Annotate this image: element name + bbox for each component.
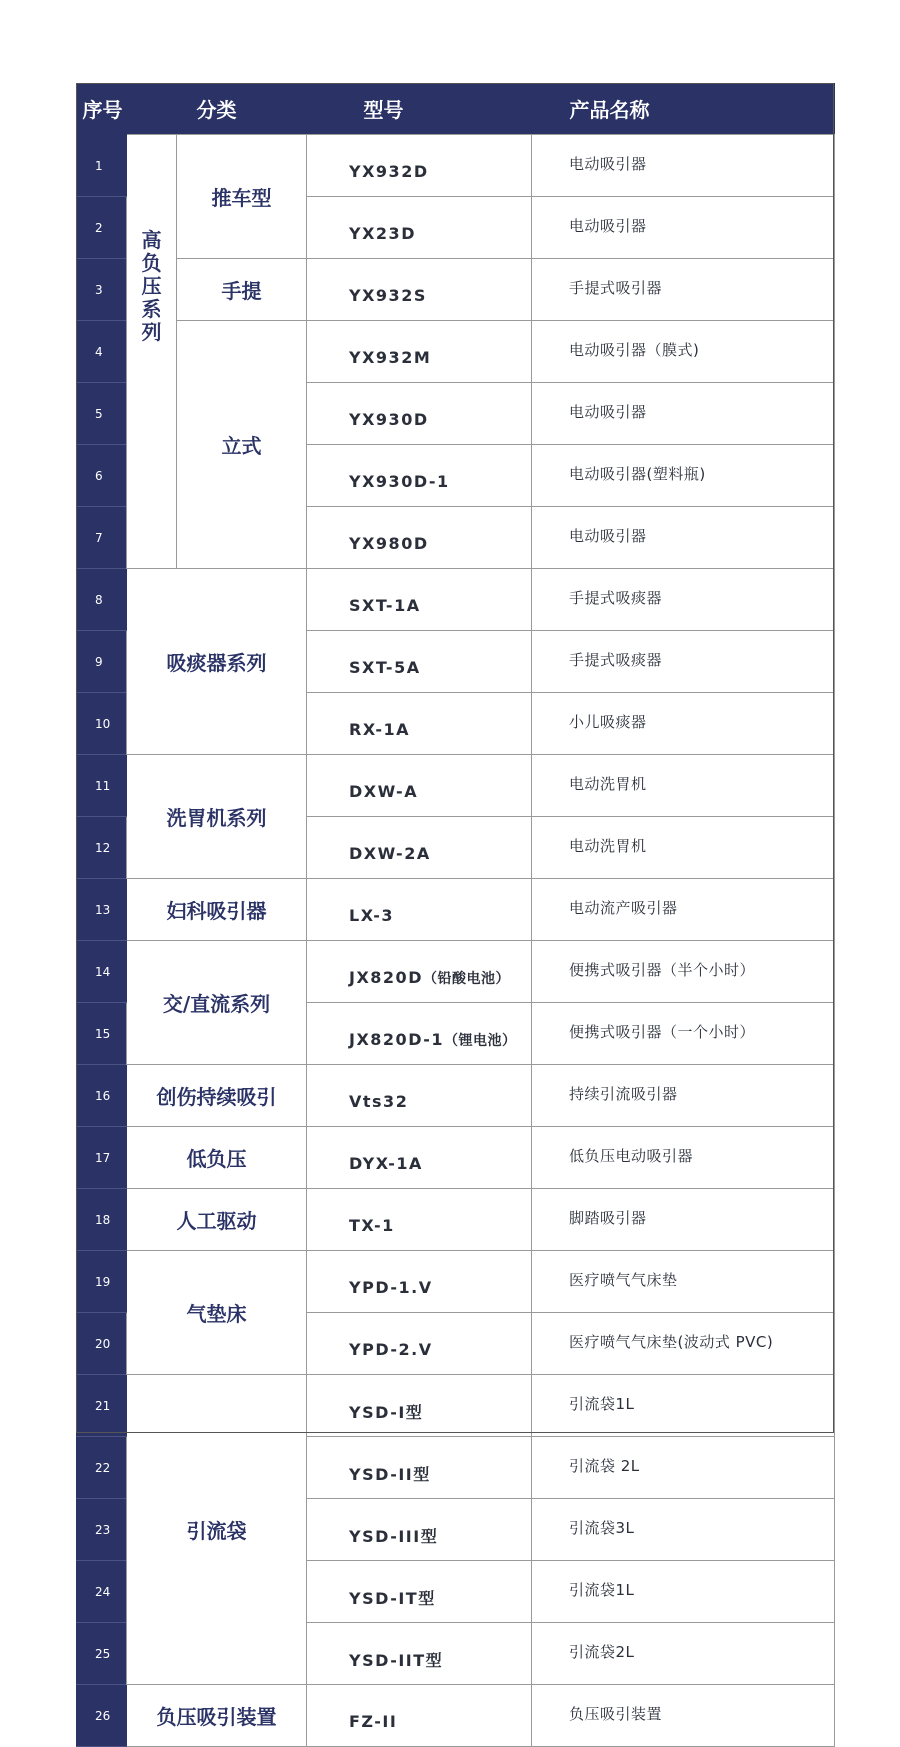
series-char: 列 xyxy=(141,320,162,344)
product-name-cell: 引流袋1L xyxy=(532,1375,835,1437)
row-num: 20 xyxy=(77,1313,127,1375)
model-cell xyxy=(307,941,532,1003)
model-cell: SXT-5A xyxy=(307,631,532,693)
category-cell: 气垫床 xyxy=(127,1251,307,1375)
model-cell: YPD-1.V xyxy=(307,1251,532,1313)
table-row xyxy=(77,135,835,197)
category-cell: 负压吸引装置 xyxy=(127,1685,307,1747)
series-label xyxy=(127,135,177,569)
model-cell: YX23D xyxy=(307,197,532,259)
model-cell: YSD-II型 xyxy=(307,1437,532,1499)
row-num: 25 xyxy=(77,1623,127,1685)
row-num: 8 xyxy=(77,569,127,631)
product-name-cell: 小儿吸痰器 xyxy=(532,693,835,755)
table-row xyxy=(77,321,835,383)
category-cell: 洗胃机系列 xyxy=(127,755,307,879)
model-cell: YX930D-1 xyxy=(307,445,532,507)
product-name-cell: 电动吸引器 xyxy=(532,507,835,569)
model-cell: YSD-I型 xyxy=(307,1375,532,1437)
product-name-cell: 低负压电动吸引器 xyxy=(532,1127,835,1189)
category-cell: 低负压 xyxy=(127,1127,307,1189)
category-cell: 妇科吸引器 xyxy=(127,879,307,941)
category-cell: 人工驱动 xyxy=(127,1189,307,1251)
product-name-cell: 便携式吸引器（一个小时） xyxy=(532,1003,835,1065)
row-num: 19 xyxy=(77,1251,127,1313)
model-cell: FZ-II xyxy=(307,1685,532,1747)
table-row xyxy=(77,259,835,321)
row-num: 4 xyxy=(77,321,127,383)
model-cell: YPD-2.V xyxy=(307,1313,532,1375)
table-row xyxy=(77,879,835,941)
row-num: 5 xyxy=(77,383,127,445)
series-char: 负 xyxy=(141,251,162,275)
product-name-cell: 手提式吸痰器 xyxy=(532,569,835,631)
model-cell: YX932M xyxy=(307,321,532,383)
product-table-container xyxy=(76,83,834,1731)
product-name-cell: 医疗喷气气床垫(波动式 PVC) xyxy=(532,1313,835,1375)
category-cell: 交/直流系列 xyxy=(127,941,307,1065)
series-char: 系 xyxy=(141,297,162,321)
model-cell: YX980D xyxy=(307,507,532,569)
product-name-cell: 电动吸引器(塑料瓶) xyxy=(532,445,835,507)
product-name-cell: 引流袋1L xyxy=(532,1561,835,1623)
model-cell: YX930D xyxy=(307,383,532,445)
model-cell xyxy=(307,1003,532,1065)
product-name-cell: 持续引流吸引器 xyxy=(532,1065,835,1127)
model-note: （铅酸电池） xyxy=(422,970,510,987)
model-note: （锂电池） xyxy=(444,1032,517,1049)
series-char: 高 xyxy=(141,228,162,252)
row-num: 2 xyxy=(77,197,127,259)
header-category: 分类 xyxy=(127,83,307,135)
model-code: JX820D-1 xyxy=(349,1029,445,1049)
model-cell: Vts32 xyxy=(307,1065,532,1127)
category-cell: 推车型 xyxy=(177,135,307,259)
header-model: 型号 xyxy=(307,83,532,135)
table-row xyxy=(77,1189,835,1251)
table-row xyxy=(77,1375,835,1437)
product-name-cell: 电动流产吸引器 xyxy=(532,879,835,941)
product-name-cell: 便携式吸引器（半个小时） xyxy=(532,941,835,1003)
header-product-name: 产品名称 xyxy=(532,83,835,135)
table-row xyxy=(77,941,835,1003)
category-cell: 手提 xyxy=(177,259,307,321)
table-row xyxy=(77,755,835,817)
row-num: 3 xyxy=(77,259,127,321)
product-name-cell: 电动洗胃机 xyxy=(532,817,835,879)
row-num: 6 xyxy=(77,445,127,507)
row-num: 16 xyxy=(77,1065,127,1127)
product-name-cell: 电动洗胃机 xyxy=(532,755,835,817)
table-row xyxy=(77,1127,835,1189)
product-name-cell: 引流袋3L xyxy=(532,1499,835,1561)
model-cell: YSD-IT型 xyxy=(307,1561,532,1623)
product-name-cell: 引流袋2L xyxy=(532,1623,835,1685)
product-name-cell: 手提式吸引器 xyxy=(532,259,835,321)
table-row xyxy=(77,569,835,631)
row-num: 9 xyxy=(77,631,127,693)
model-cell: DYX-1A xyxy=(307,1127,532,1189)
model-cell: YX932S xyxy=(307,259,532,321)
model-cell: YX932D xyxy=(307,135,532,197)
category-cell: 引流袋 xyxy=(127,1375,307,1685)
product-name-cell: 医疗喷气气床垫 xyxy=(532,1251,835,1313)
row-num: 13 xyxy=(77,879,127,941)
table-header-row xyxy=(77,83,835,135)
model-cell: RX-1A xyxy=(307,693,532,755)
row-num: 21 xyxy=(77,1375,127,1437)
row-num: 7 xyxy=(77,507,127,569)
row-num: 24 xyxy=(77,1561,127,1623)
row-num: 17 xyxy=(77,1127,127,1189)
row-num: 1 xyxy=(77,135,127,197)
product-name-cell: 电动吸引器（膜式) xyxy=(532,321,835,383)
row-num: 11 xyxy=(77,755,127,817)
row-num: 18 xyxy=(77,1189,127,1251)
category-cell: 吸痰器系列 xyxy=(127,569,307,755)
model-cell: YSD-IIT型 xyxy=(307,1623,532,1685)
header-num: 序号 xyxy=(77,83,127,135)
product-name-cell: 电动吸引器 xyxy=(532,135,835,197)
series-char: 压 xyxy=(141,274,162,298)
category-cell: 创伤持续吸引 xyxy=(127,1065,307,1127)
model-cell: LX-3 xyxy=(307,879,532,941)
product-name-cell: 电动吸引器 xyxy=(532,383,835,445)
product-name-cell: 手提式吸痰器 xyxy=(532,631,835,693)
product-name-cell: 脚踏吸引器 xyxy=(532,1189,835,1251)
product-name-cell: 引流袋 2L xyxy=(532,1437,835,1499)
product-table xyxy=(76,83,835,1747)
row-num: 26 xyxy=(77,1685,127,1747)
category-cell: 立式 xyxy=(177,321,307,569)
row-num: 22 xyxy=(77,1437,127,1499)
table-row xyxy=(77,1065,835,1127)
row-num: 15 xyxy=(77,1003,127,1065)
table-row xyxy=(77,1251,835,1313)
model-cell: YSD-III型 xyxy=(307,1499,532,1561)
product-name-cell: 负压吸引装置 xyxy=(532,1685,835,1747)
row-num: 12 xyxy=(77,817,127,879)
row-num: 23 xyxy=(77,1499,127,1561)
table-row xyxy=(77,1685,835,1747)
model-cell: DXW-A xyxy=(307,755,532,817)
row-num: 10 xyxy=(77,693,127,755)
product-name-cell: 电动吸引器 xyxy=(532,197,835,259)
model-cell: TX-1 xyxy=(307,1189,532,1251)
model-cell: DXW-2A xyxy=(307,817,532,879)
row-num: 14 xyxy=(77,941,127,1003)
model-code: JX820D xyxy=(349,967,423,987)
model-cell: SXT-1A xyxy=(307,569,532,631)
